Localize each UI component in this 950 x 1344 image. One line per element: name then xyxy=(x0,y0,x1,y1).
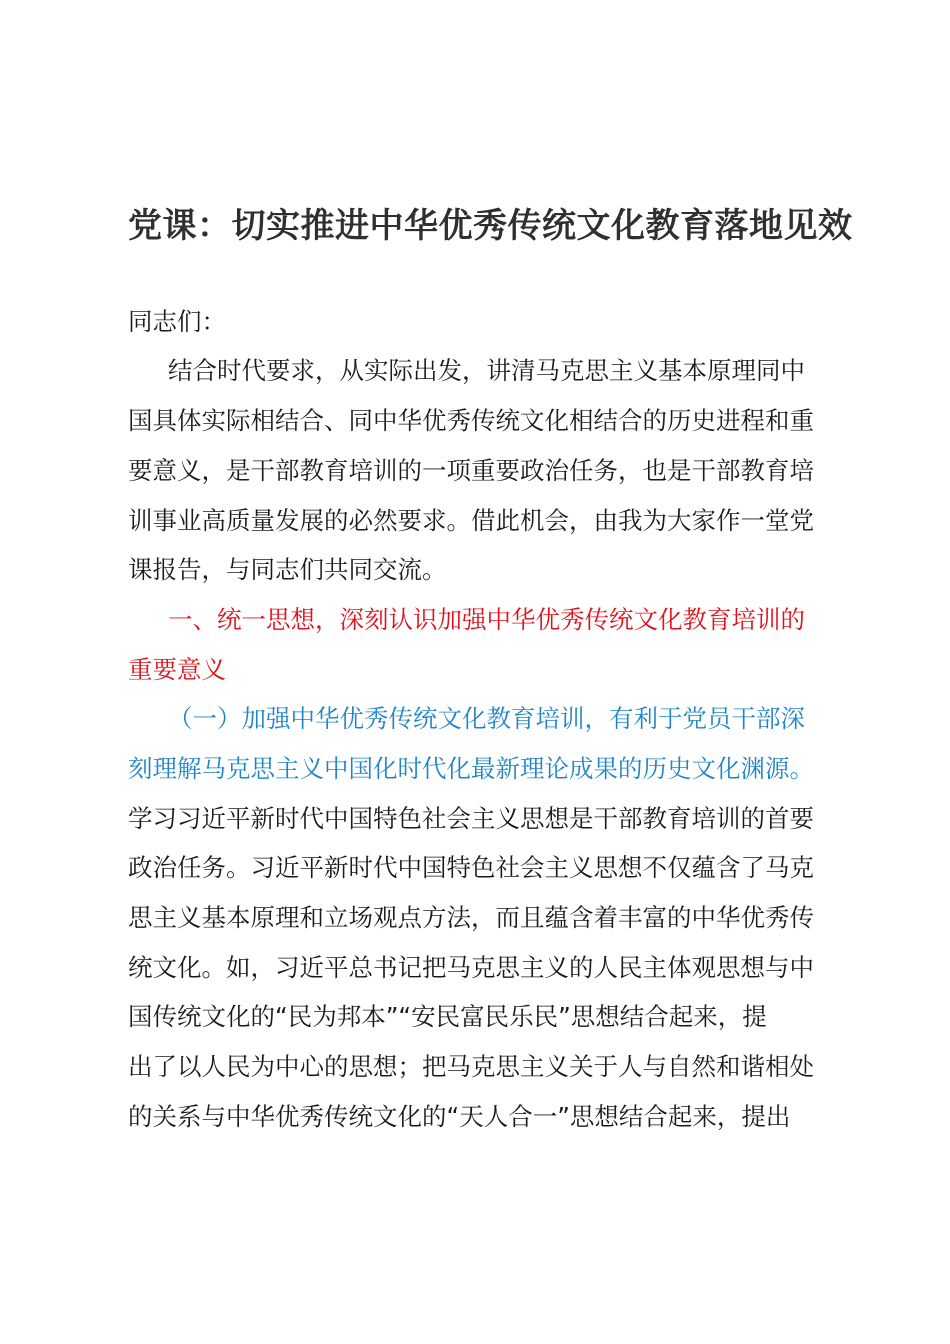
subsection-heading-line: （一）加强中华优秀传统文化教育培训，有利于党员干部深 xyxy=(168,704,805,733)
paragraph-line: 出了以人民为中心的思想；把马克思主义关于人与自然和谐相处 xyxy=(128,1052,814,1081)
paragraph-line: 训事业高质量发展的必然要求。借此机会，由我为大家作一堂党 xyxy=(128,506,814,535)
paragraph-line: 课报告，与同志们共同交流。 xyxy=(128,555,447,584)
paragraph-line: 国传统文化的“民为邦本”“安民富民乐民”思想结合起来，提 xyxy=(128,1002,767,1031)
paragraph-line: 要意义，是干部教育培训的一项重要政治任务，也是干部教育培 xyxy=(128,456,814,485)
section-heading-line: 一、统一思想，深刻认识加强中华优秀传统文化教育培训的 xyxy=(168,605,805,634)
paragraph-line: 统文化。如，习近平总书记把马克思主义的人民主体观思想与中 xyxy=(128,953,814,982)
paragraph-line: 政治任务。习近平新时代中国特色社会主义思想不仅蕴含了马克 xyxy=(128,853,814,882)
salutation: 同志们： xyxy=(128,307,226,336)
section-heading-line: 重要意义 xyxy=(128,655,226,684)
paragraph-line: 思主义基本原理和立场观点方法，而且蕴含着丰富的中华优秀传 xyxy=(128,903,814,932)
subsection-heading-line: 刻理解马克思主义中国化时代化最新理论成果的历史文化渊源。 xyxy=(128,754,814,783)
paragraph-line: 学习习近平新时代中国特色社会主义思想是干部教育培训的首要 xyxy=(128,804,814,833)
paragraph-line: 国具体实际相结合、同中华优秀传统文化相结合的历史进程和重 xyxy=(128,406,814,435)
paragraph-line: 的关系与中华优秀传统文化的“天人合一”思想结合起来，提出 xyxy=(128,1102,791,1131)
document-title: 党课：切实推进中华优秀传统文化教育落地见效 xyxy=(128,206,853,246)
paragraph-line: 结合时代要求，从实际出发，讲清马克思主义基本原理同中 xyxy=(168,356,805,385)
